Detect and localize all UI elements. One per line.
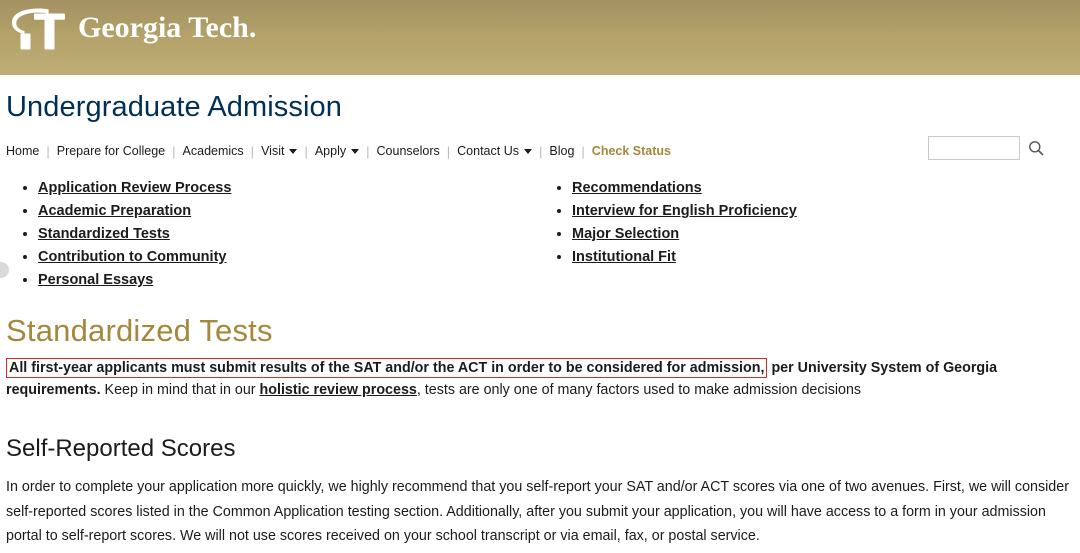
nav-label: Prepare for College [56,144,166,158]
nav-item-home[interactable] [6,144,39,158]
self-reported-scores-heading: Self-Reported Scores [6,435,236,463]
quicklinks-section [0,180,1080,295]
list-item [38,249,540,265]
nav-label: Check Status [591,144,671,158]
standardized-tests-heading: Standardized Tests [6,313,273,348]
chevron-down-icon [351,149,359,154]
site-search [928,136,1044,160]
nav-separator: | [250,143,255,159]
quicklinks-left-list [6,180,540,288]
nav-label: Counselors [376,144,440,158]
quicklinks-left-column [6,180,540,295]
nav-separator: | [304,143,308,159]
search-input[interactable] [928,136,1020,160]
nav-label: Academics [182,144,244,158]
quicklink-interview-for-english-proficiency[interactable]: Interview for English Proficiency [572,203,797,219]
self-reported-scores-paragraph: In order to complete your application more quickly, we highly recommend that you self-report your SAT and/or ACT scores via one of two avenues. First, we will consider self-reported scores listed in the Common Application testing section. Additionally, after you submit your application, you will have access to a form in your admission portal to self-report scores. We will not use scores received on your school transcript or via email, fax, or postal service. [6,479,1069,545]
quicklink-academic-preparation[interactable]: Academic Preparation [38,203,192,219]
quicklink-major-selection[interactable]: Major Selection [572,226,680,242]
nav-item-counselors[interactable] [377,144,440,158]
site-logo[interactable] [8,6,256,52]
nav-label: Apply [314,144,347,158]
holistic-review-process-link[interactable]: holistic review process [259,382,417,399]
quicklink-standardized-tests[interactable]: Standardized Tests [38,226,170,242]
nav-item-prepare-for-college[interactable] [57,144,165,158]
site-masthead [0,0,1080,75]
wordmark-text: Georgia Tech. [78,11,257,44]
requirement-bold-tail: per University System of Georgia requirements. [6,360,998,399]
nav-label: Visit [261,144,285,158]
requirement-text-before-link: Keep in mind that in our [100,382,260,399]
nav-item-check-status[interactable] [592,144,671,158]
main-content [0,313,1080,549]
list-item [572,180,1074,196]
chevron-down-icon [524,149,532,154]
list-item [572,226,1074,242]
nav-separator: | [46,143,50,159]
nav-item-visit[interactable] [261,144,297,158]
nav-item-academics[interactable] [183,144,244,158]
list-item [572,203,1074,219]
highlighted-requirement-text: All first-year applicants must submit results of the SAT and/or the ACT in order to be considered for admission, [6,358,767,378]
quicklink-recommendations[interactable]: Recommendations [572,180,702,196]
nav-label: Contact Us [457,144,519,158]
nav-item-blog[interactable] [549,144,574,158]
chevron-down-icon [289,149,297,154]
quicklinks-right-list [540,180,1074,265]
quicklink-contribution-to-community[interactable]: Contribution to Community [38,249,227,265]
main-navigation [0,136,1080,166]
quicklink-institutional-fit[interactable]: Institutional Fit [572,249,676,265]
quicklinks-right-column [540,180,1074,295]
nav-separator: | [581,143,585,159]
nav-separator: | [172,143,176,159]
search-icon [1028,144,1044,159]
page-title: Undergraduate Admission [6,91,342,123]
quicklink-personal-essays[interactable]: Personal Essays [38,272,154,288]
list-item [572,249,1074,265]
list-item [38,226,540,242]
nav-label: Blog [549,144,575,158]
nav-label: Home [6,144,40,158]
requirement-text-after-link: , tests are only one of many factors used to make admission decisions [416,382,862,399]
nav-separator: | [366,143,370,159]
search-button[interactable] [1028,140,1044,156]
quicklink-application-review-process[interactable]: Application Review Process [38,180,232,196]
nav-item-apply[interactable] [315,144,359,158]
nav-list [6,144,671,159]
list-item [38,180,540,196]
list-item [38,272,540,288]
list-item [38,203,540,219]
nav-separator: | [446,143,451,159]
nav-separator: | [538,143,543,159]
georgia-tech-gt-logo-icon [8,6,68,52]
nav-item-contact-us[interactable] [457,144,532,158]
standardized-tests-paragraph [6,357,1074,401]
